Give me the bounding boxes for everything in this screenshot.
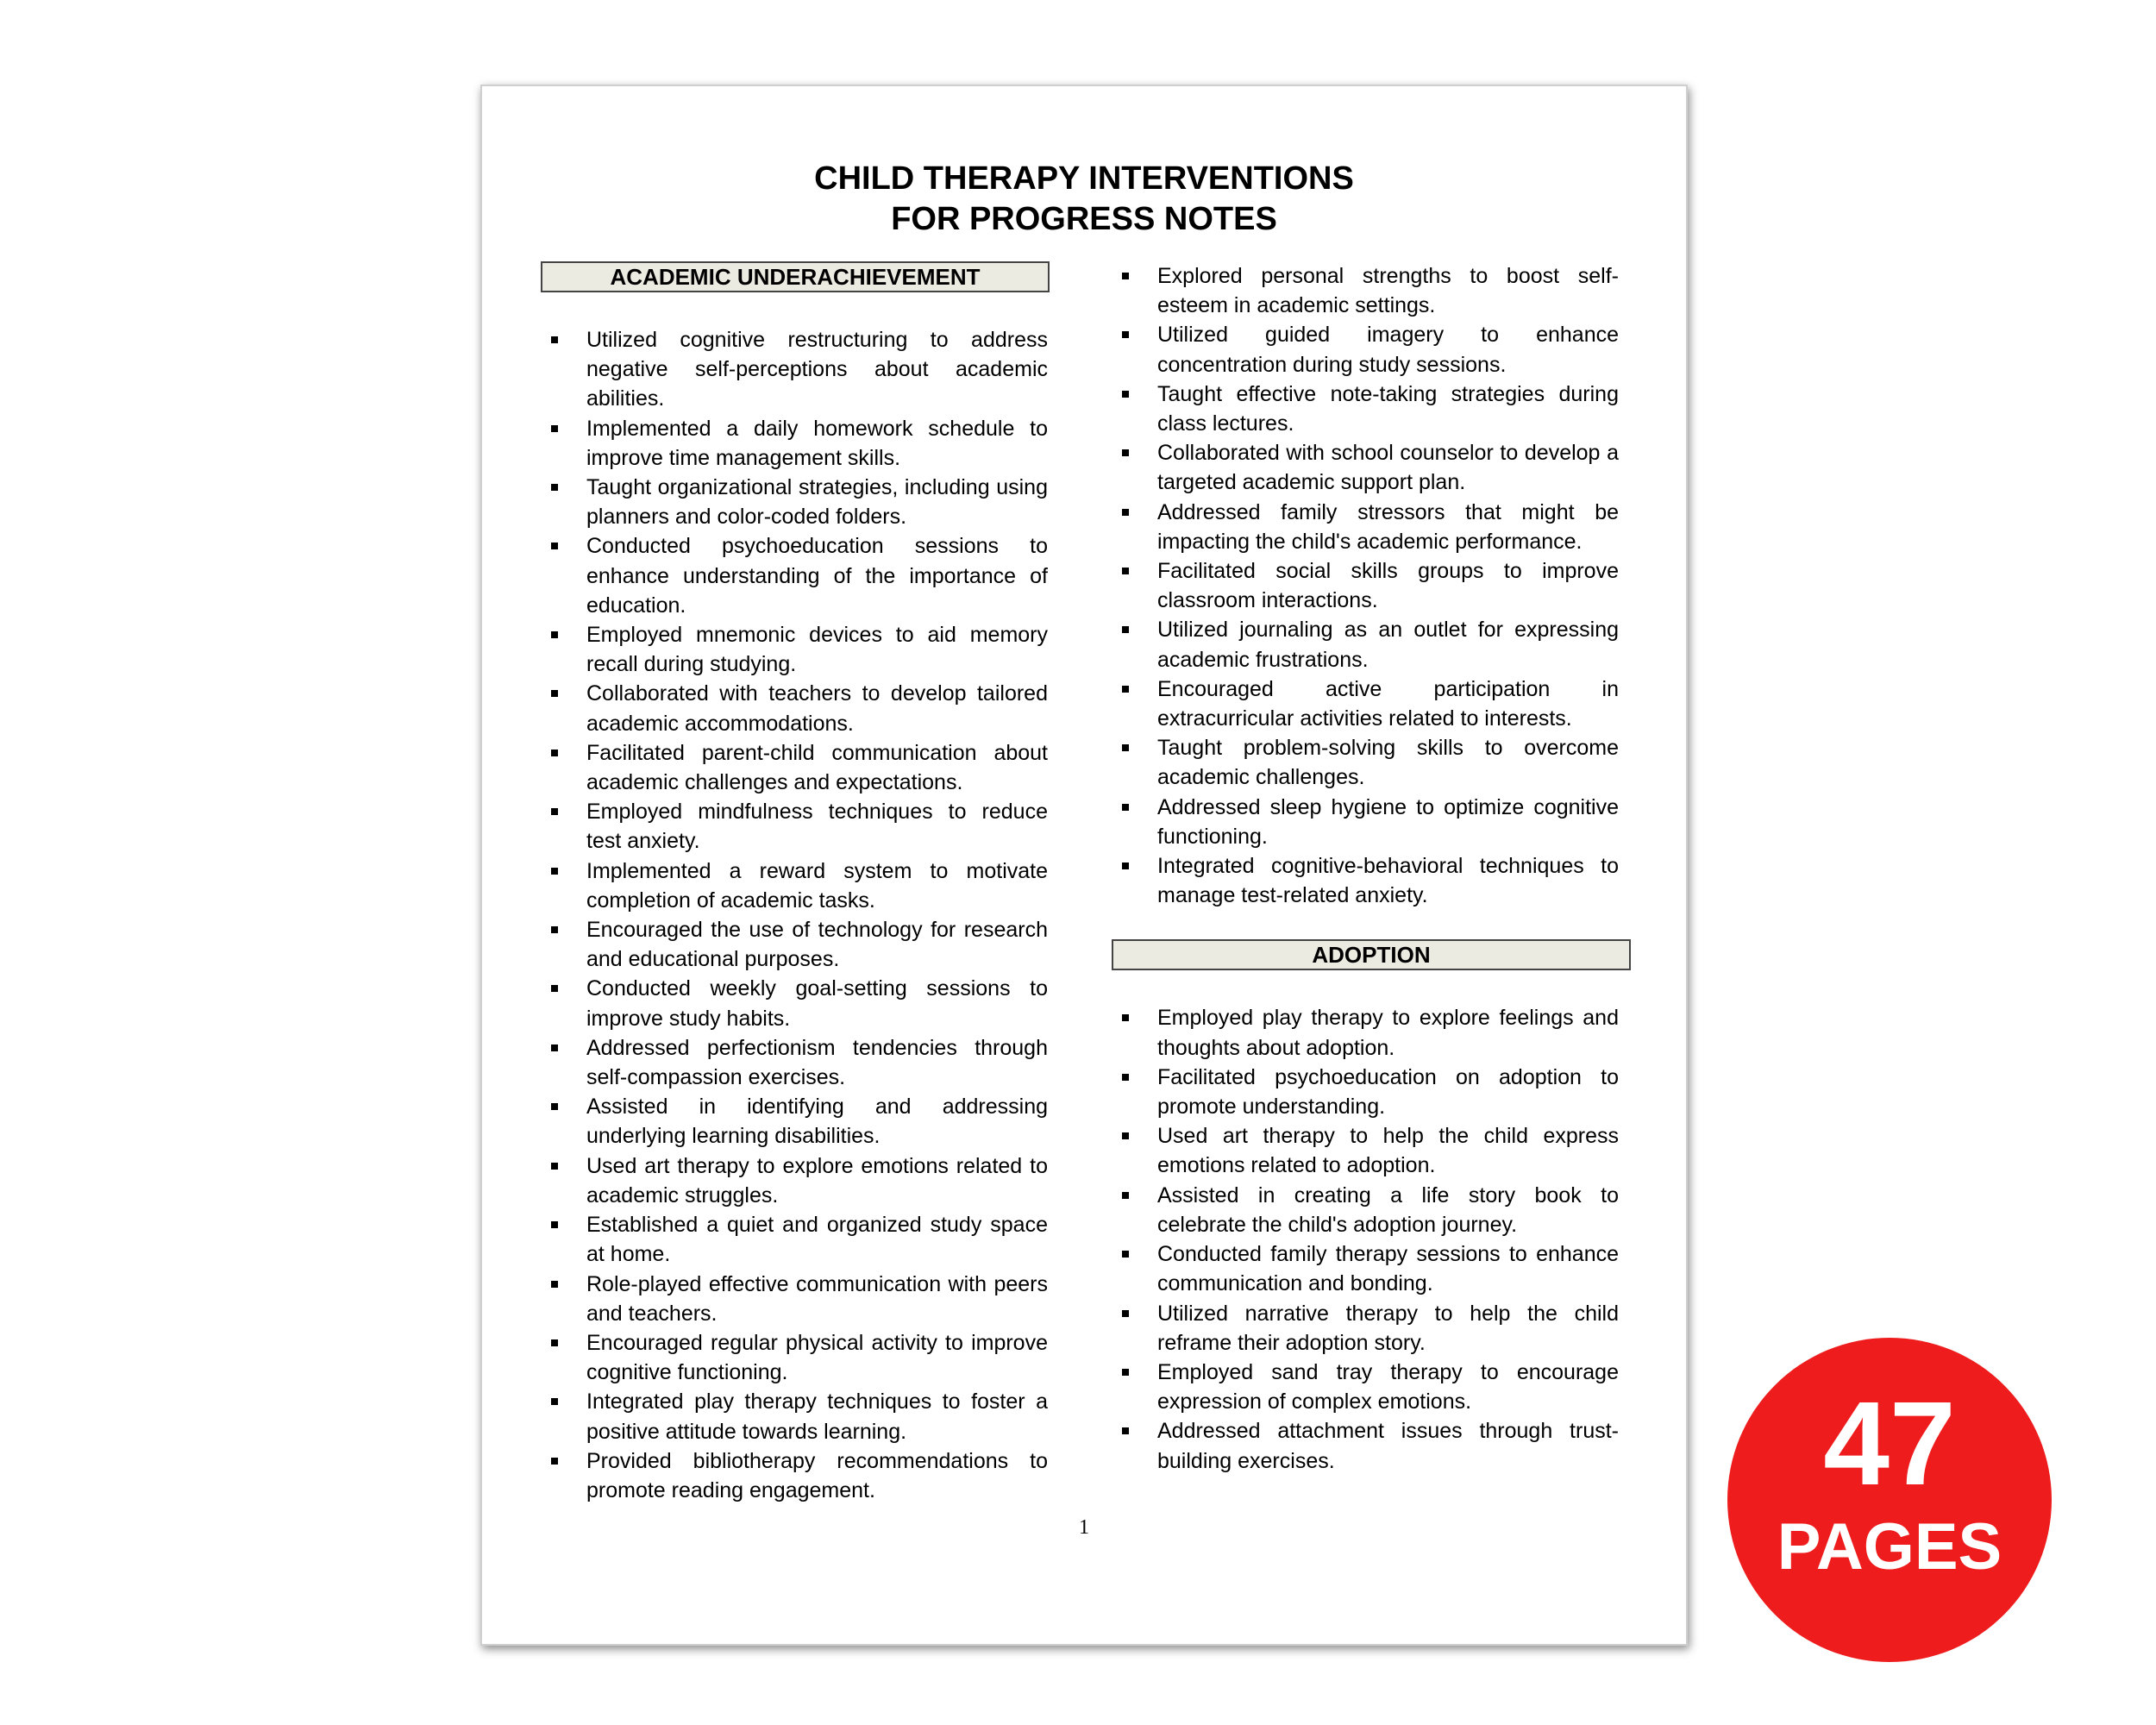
list-item-text: Taught problem-solving skills to overcome academic challenges.: [1157, 736, 1619, 790]
list-item-text: Employed mindfulness techniques to reduce test anxiety.: [586, 800, 1048, 854]
bullet-icon: [1122, 686, 1129, 693]
list-item: [1112, 851, 1619, 910]
list-item-text: Assisted in creating a life story book to celebrate the child's adoption journey.: [1157, 1182, 1619, 1237]
page-count-badge: [1727, 1338, 2052, 1662]
section-heading-academic: ACADEMIC UNDERACHIEVEMENT: [541, 261, 1050, 292]
bullet-icon: [1122, 568, 1129, 574]
bullet-icon: [551, 808, 558, 815]
list-item-text: Encouraged active participation in extracurricular activities related to interests.: [1157, 676, 1619, 731]
list-item: [1112, 1358, 1619, 1416]
bullet-icon: [551, 1339, 558, 1346]
bullet-icon: [1122, 1251, 1129, 1258]
list-item: [1112, 498, 1619, 556]
list-item-text: Facilitated parent-child communication about academic challenges and expectations.: [586, 740, 1048, 795]
bullet-icon: [1122, 273, 1129, 279]
list-item: [1112, 438, 1619, 497]
list-item: [541, 1151, 1048, 1210]
list-item: [541, 974, 1048, 1032]
bullet-icon: [1122, 626, 1129, 633]
title-line-2: FOR PROGRESS NOTES: [891, 201, 1277, 237]
list-item-text: Implemented a reward system to motivate completion of academic tasks.: [586, 858, 1048, 913]
list-item: [1112, 1181, 1619, 1239]
bullet-icon: [551, 1044, 558, 1051]
academic-interventions-list-continued: [1112, 261, 1646, 910]
list-item-text: Conducted weekly goal-setting sessions to improve study habits.: [586, 976, 1048, 1031]
list-item-text: Conducted family therapy sessions to enhance communication and bonding.: [1157, 1242, 1619, 1296]
list-item: [541, 1446, 1048, 1505]
list-item-text: Facilitated social skills groups to improve classroom interactions.: [1157, 559, 1619, 613]
list-item-text: Integrated play therapy techniques to foster a positive attitude towards learning.: [586, 1389, 1048, 1444]
list-item: [1112, 261, 1619, 320]
bullet-icon: [551, 631, 558, 638]
list-item: [541, 679, 1048, 737]
bullet-icon: [1122, 1369, 1129, 1376]
list-item: [541, 325, 1048, 414]
list-item-text: Employed play therapy to explore feelings and thoughts about adoption.: [1157, 1006, 1619, 1060]
list-item-text: Provided bibliotherapy recommendations to promote reading engagement.: [586, 1448, 1048, 1502]
list-item-text: Utilized cognitive restructuring to address negative self-perceptions about academic abilities.: [586, 328, 1048, 411]
list-item: [541, 738, 1048, 797]
bullet-icon: [551, 484, 558, 491]
list-item: [541, 620, 1048, 679]
list-item: [1112, 1121, 1619, 1180]
list-item: [1112, 615, 1619, 674]
list-item: [1112, 1003, 1619, 1062]
bullet-icon: [1122, 1014, 1129, 1021]
bullet-icon: [551, 1281, 558, 1288]
list-item-text: Integrated cognitive-behavioral techniques to manage test-related anxiety.: [1157, 854, 1619, 908]
bullet-icon: [551, 543, 558, 549]
list-item: [1112, 380, 1619, 438]
list-item-text: Conducted psychoeducation sessions to enhance understanding of the importance of education.: [586, 534, 1048, 618]
bullet-icon: [551, 1103, 558, 1110]
bullet-icon: [551, 1221, 558, 1228]
bullet-icon: [551, 1458, 558, 1465]
bullet-icon: [1122, 744, 1129, 751]
bullet-icon: [551, 425, 558, 432]
list-item-text: Established a quiet and organized study space at home.: [586, 1213, 1048, 1267]
list-item-text: Utilized guided imagery to enhance concentration during study sessions.: [1157, 323, 1619, 377]
title-line-1: CHILD THERAPY INTERVENTIONS: [814, 160, 1354, 197]
list-item-text: Implemented a daily homework schedule to improve time management skills.: [586, 416, 1048, 470]
page-number: 1: [1079, 1516, 1089, 1539]
right-column: [1112, 261, 1646, 1476]
list-item: [1112, 793, 1619, 851]
list-item: [1112, 320, 1619, 379]
bullet-icon: [551, 336, 558, 343]
list-item-text: Employed sand tray therapy to encourage expression of complex emotions.: [1157, 1359, 1619, 1414]
bullet-icon: [551, 868, 558, 875]
list-item-text: Explored personal strengths to boost self-esteem in academic settings.: [1157, 264, 1619, 318]
list-item-text: Addressed family stressors that might be impacting the child's academic performance.: [1157, 499, 1619, 554]
list-item-text: Role-played effective communication with peers and teachers.: [586, 1271, 1048, 1326]
list-item-text: Collaborated with teachers to develop tailored academic accommodations.: [586, 681, 1048, 736]
bullet-icon: [1122, 862, 1129, 869]
bullet-icon: [551, 985, 558, 992]
badge-label: PAGES: [1777, 1510, 2002, 1584]
list-item: [541, 1270, 1048, 1328]
bullet-icon: [1122, 331, 1129, 338]
list-item: [1112, 674, 1619, 733]
academic-interventions-list: [541, 325, 1050, 1505]
list-item-text: Used art therapy to explore emotions related to academic struggles.: [586, 1153, 1048, 1208]
list-item: [541, 1092, 1048, 1151]
list-item: [541, 1328, 1048, 1387]
bullet-icon: [551, 1398, 558, 1405]
list-item-text: Utilized narrative therapy to help the child reframe their adoption story.: [1157, 1301, 1619, 1355]
list-item: [1112, 1416, 1619, 1475]
bullet-icon: [551, 926, 558, 933]
left-column: [541, 261, 1050, 1505]
adoption-interventions-list: [1112, 1003, 1646, 1475]
list-item: [541, 1387, 1048, 1446]
list-item: [541, 856, 1048, 915]
list-item-text: Encouraged the use of technology for research and educational purposes.: [586, 918, 1048, 972]
list-item: [541, 531, 1048, 620]
list-item-text: Used art therapy to help the child express emotions related to adoption.: [1157, 1124, 1619, 1178]
list-item-text: Facilitated psychoeducation on adoption to promote understanding.: [1157, 1064, 1619, 1120]
bullet-icon: [1122, 449, 1129, 456]
bullet-icon: [1122, 1427, 1129, 1434]
list-item: [1112, 1299, 1619, 1358]
bullet-icon: [1122, 509, 1129, 516]
list-item-text: Assisted in identifying and addressing underlying learning disabilities.: [586, 1095, 1048, 1149]
list-item: [1112, 733, 1619, 792]
list-item-text: Taught effective note-taking strategies during class lectures.: [1157, 381, 1619, 436]
list-item: [1112, 1063, 1619, 1121]
bullet-icon: [551, 750, 558, 756]
section-heading-adoption: ADOPTION: [1112, 939, 1631, 970]
bullet-icon: [1122, 1074, 1129, 1081]
list-item: [541, 1033, 1048, 1092]
list-item: [541, 1210, 1048, 1269]
list-item-text: Utilized journaling as an outlet for expressing academic frustrations.: [1157, 618, 1619, 672]
list-item: [541, 797, 1048, 856]
list-item-text: Taught organizational strategies, including using planners and color-coded folders.: [586, 475, 1048, 530]
list-item-text: Addressed perfectionism tendencies through self-compassion exercises.: [586, 1035, 1048, 1090]
bullet-icon: [1122, 1132, 1129, 1139]
bullet-icon: [1122, 804, 1129, 811]
list-item-text: Employed mnemonic devices to aid memory recall during studying.: [586, 623, 1048, 677]
bullet-icon: [1122, 391, 1129, 398]
list-item-text: Addressed sleep hygiene to optimize cognitive functioning.: [1157, 794, 1619, 849]
list-item-text: Addressed attachment issues through trust-building exercises.: [1157, 1419, 1619, 1473]
list-item: [541, 473, 1048, 531]
bullet-icon: [1122, 1310, 1129, 1317]
document-title: [482, 159, 1686, 240]
list-item: [1112, 1239, 1619, 1298]
list-item: [541, 915, 1048, 974]
list-item: [541, 414, 1048, 473]
document-page: [480, 85, 1688, 1646]
bullet-icon: [551, 690, 558, 697]
badge-number: 47: [1823, 1377, 1956, 1510]
list-item: [1112, 556, 1619, 615]
list-item-text: Encouraged regular physical activity to improve cognitive functioning.: [586, 1330, 1048, 1385]
bullet-icon: [551, 1163, 558, 1170]
list-item-text: Collaborated with school counselor to develop a targeted academic support plan.: [1157, 441, 1619, 495]
bullet-icon: [1122, 1192, 1129, 1199]
